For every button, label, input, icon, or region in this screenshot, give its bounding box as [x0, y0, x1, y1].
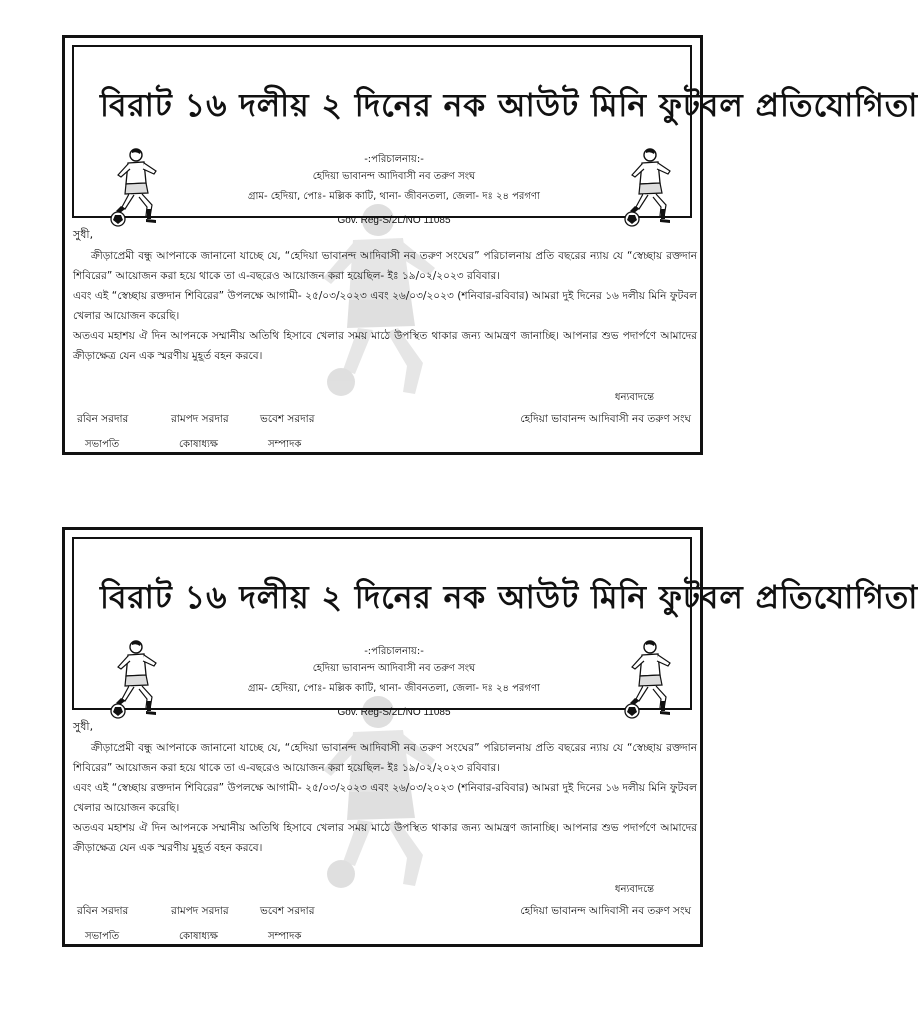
signatory-role: কোষাধ্যক্ষ	[179, 931, 218, 942]
signature-secretary	[260, 412, 315, 454]
paragraph: এবং এই “স্বেচ্ছায় রক্তদান শিবিরের” উপলক্ষে আগামী- ২৫/০৩/২০২৩ এবং ২৬/০৩/২০২৩ (শনিবার-রবিবার) আমরা দুই দিনের ১৬ দলীয় মিনি ফুটবল খেলার আয়োজন করেছি।	[73, 290, 697, 322]
letter-body	[73, 738, 697, 858]
signature-treasurer	[171, 904, 229, 946]
club-address: গ্রাম- হেদিয়া, পোঃ- মল্লিক কাটি, থানা- জীবনতলা, জেলা- দঃ ২৪ পরগণা	[248, 191, 540, 202]
signoff-club: হেদিয়া ভাবানন্দ আদিবাসী নব তরুণ সংঘ	[520, 905, 691, 917]
management-label: -:পরিচালনায়:-	[364, 154, 424, 165]
salutation: সুধী,	[73, 228, 94, 241]
signatory-name: ভবেশ সরদার	[260, 413, 315, 425]
registration-number: Gov. Reg-S/2L/NO 11085	[337, 707, 451, 718]
signature-treasurer	[171, 412, 229, 454]
header-frame	[72, 537, 918, 718]
tournament-title: বিরাট ১৬ দলীয় ২ দিনের নক আউট মিনি ফুটবল প্রতিযোগিতা	[100, 578, 918, 616]
signatory-name: ভবেশ সরদার	[260, 905, 315, 917]
signature-row	[73, 412, 697, 452]
signatory-role: সম্পাদক	[268, 439, 302, 450]
tournament-title: বিরাট ১৬ দলীয় ২ দিনের নক আউট মিনি ফুটবল প্রতিযোগিতা	[100, 86, 918, 124]
thanks-note: ধন্যবাদন্তে	[614, 392, 654, 403]
signatory-name: রবিন সরদার	[77, 413, 129, 425]
signature-president	[77, 412, 128, 454]
paragraph: অতএব মহাশয় ঐ দিন আপনকে সম্মানীয় অতিথি হিসাবে খেলার সময় মাঠে উপস্থিত থাকার জন্য আমন্ত্রণ জানাচ্ছি। আপনার শুভ পদার্পণে আমাদের ক্রীড়াক্ষেত্র যেন এক স্মরণীয় মুহূর্ত বহন করবে।	[73, 330, 697, 362]
header-frame	[72, 45, 918, 226]
invitation-card	[62, 35, 918, 455]
letter-body	[73, 246, 697, 366]
signature-president	[77, 904, 128, 946]
signatory-role: সভাপতি	[85, 931, 120, 942]
paragraph: ক্রীড়াপ্রেমী বন্ধু আপনাকে জানানো যাচ্ছে যে, “হেদিয়া ভাবানন্দ আদিবাসী নব তরুণ সংঘের” পরিচালনায় প্রতি বছরের ন্যায় যে “স্বেচ্ছায় রক্তদান শিবিরের” আয়োজন করা হয়ে থাকে তা এ-বছরেও আয়োজন করা হয়েছিল- ইঃ ১৯/০২/২০২৩ রবিবার।	[73, 742, 697, 774]
signatory-role: সভাপতি	[85, 439, 120, 450]
signatory-role: কোষাধ্যক্ষ	[179, 439, 218, 450]
thanks-note: ধন্যবাদন্তে	[614, 884, 654, 895]
club-address: গ্রাম- হেদিয়া, পোঃ- মল্লিক কাটি, থানা- জীবনতলা, জেলা- দঃ ২৪ পরগণা	[248, 683, 540, 694]
club-name: হেদিয়া ভাবানন্দ আদিবাসী নব তরুণ সংঘ	[312, 663, 476, 674]
paragraph: অতএব মহাশয় ঐ দিন আপনকে সম্মানীয় অতিথি হিসাবে খেলার সময় মাঠে উপস্থিত থাকার জন্য আমন্ত্রণ জানাচ্ছি। আপনার শুভ পদার্পণে আমাদের ক্রীড়াক্ষেত্র যেন এক স্মরণীয় মুহূর্ত বহন করবে।	[73, 822, 697, 854]
paragraph: এবং এই “স্বেচ্ছায় রক্তদান শিবিরের” উপলক্ষে আগামী- ২৫/০৩/২০২৩ এবং ২৬/০৩/২০২৩ (শনিবার-রবিবার) আমরা দুই দিনের ১৬ দলীয় মিনি ফুটবল খেলার আয়োজন করেছি।	[73, 782, 697, 814]
paragraph: ক্রীড়াপ্রেমী বন্ধু আপনাকে জানানো যাচ্ছে যে, “হেদিয়া ভাবানন্দ আদিবাসী নব তরুণ সংঘের” পরিচালনায় প্রতি বছরের ন্যায় যে “স্বেচ্ছায় রক্তদান শিবিরের” আয়োজন করা হয়ে থাকে তা এ-বছরেও আয়োজন করা হয়েছিল- ইঃ ১৯/০২/২০২৩ রবিবার।	[73, 250, 697, 282]
signoff-club: হেদিয়া ভাবানন্দ আদিবাসী নব তরুণ সংঘ	[520, 413, 691, 425]
signatory-role: সম্পাদক	[268, 931, 302, 942]
invitation-card	[62, 527, 918, 947]
signatory-name: রবিন সরদার	[77, 905, 129, 917]
signature-row	[73, 904, 697, 944]
registration-number: Gov. Reg-S/2L/NO 11085	[337, 215, 451, 226]
salutation: সুধী,	[73, 720, 94, 733]
club-name: হেদিয়া ভাবানন্দ আদিবাসী নব তরুণ সংঘ	[312, 171, 476, 182]
signatory-name: রামপদ সরদার	[171, 413, 229, 425]
signature-secretary	[260, 904, 315, 946]
management-label: -:পরিচালনায়:-	[364, 646, 424, 657]
signatory-name: রামপদ সরদার	[171, 905, 229, 917]
